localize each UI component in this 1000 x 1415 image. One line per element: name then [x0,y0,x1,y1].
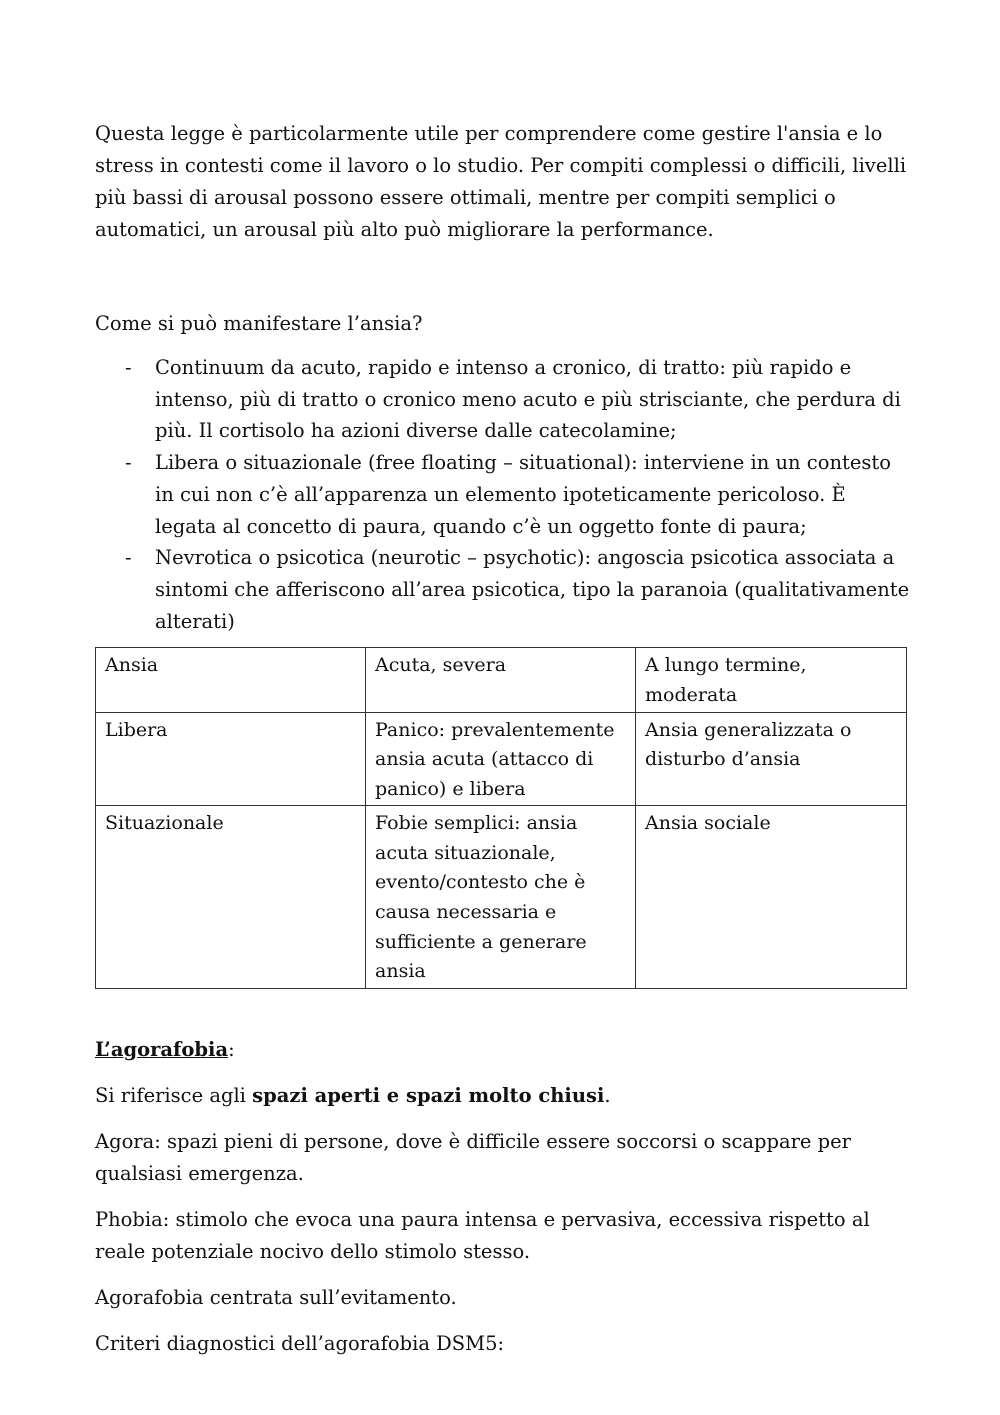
table-cell: Ansia generalizzata o disturbo d’ansia [636,712,907,806]
agora-definition: Agora: spazi pieni di persone, dove è difficile essere soccorsi o scappare per qualsiasi emergenza. [95,1129,851,1185]
agoraphobia-heading [95,1034,910,1066]
phobia-definition: Phobia: stimolo che evoca una paura intensa e pervasiva, eccessiva rispetto al reale potenziale nocivo dello stimolo stesso. [95,1207,870,1263]
manifestation-list [95,352,910,637]
list-item [95,352,910,447]
table-cell: Libera [96,712,366,806]
table-header-cell: Acuta, severa [366,648,636,712]
list-dash: - [125,451,132,475]
list-item-text: Nevrotica o psicotica (neurotic – psychotic): angoscia psicotica associata a sintomi che afferiscono all’area psicotica, tipo la paranoia (qualitativamente alterati) [155,546,910,633]
table-header-cell: Ansia [96,648,366,712]
reference-bold: spazi aperti e spazi molto chiusi [252,1083,605,1107]
table-header-row [96,648,907,712]
table-cell: Situazionale [96,806,366,989]
agoraphobia-title: L’agorafobia [95,1037,229,1061]
table-cell: Panico: prevalentemente ansia acuta (attacco di panico) e libera [366,712,636,806]
document-page [95,118,910,1374]
list-item [95,447,910,542]
avoidance-statement: Agorafobia centrata sull’evitamento. [95,1285,457,1309]
list-item-text: Continuum da acuto, rapido e intenso a cronico, di tratto: più rapido e intenso, più di tratto o cronico meno acuto e più strisciante, che perdura di più. Il cortisolo ha azioni diverse dalle catecolamine; [155,356,901,443]
list-dash: - [125,546,132,570]
diagnostic-criteria-heading: Criteri diagnostici dell’agorafobia DSM5: [95,1331,505,1355]
question-heading: Come si può manifestare l’ansia? [95,312,423,335]
intro-paragraph: Questa legge è particolarmente utile per comprendere come gestire l'ansia e lo stress in contesti come il lavoro o lo studio. Per compiti complessi o difficili, livelli più bassi di arousal possono essere ottimali, mentre per compiti semplici o automatici, un arousal più alto può migliorare la performance. [95,122,907,241]
table-row [96,806,907,989]
reference-prefix: Si riferisce agli [95,1083,253,1107]
agoraphobia-reference [95,1080,910,1112]
list-item-text: Libera o situazionale (free floating – situational): interviene in un contesto in cui non c’è all’apparenza un elemento ipoteticamente pericoloso. È legata al concetto di paura, quando c’è un oggetto fonte di paura; [155,451,891,538]
anxiety-table [95,647,907,989]
list-item [95,542,910,637]
list-dash: - [125,356,132,379]
table-header-cell: A lungo termine, moderata [636,648,907,712]
agoraphobia-title-colon: : [228,1037,235,1061]
table-row [96,712,907,806]
table-cell: Ansia sociale [636,806,907,989]
reference-suffix: . [604,1083,611,1107]
table-cell: Fobie semplici: ansia acuta situazionale, evento/contesto che è causa necessaria e sufficiente a generare ansia [366,806,636,989]
